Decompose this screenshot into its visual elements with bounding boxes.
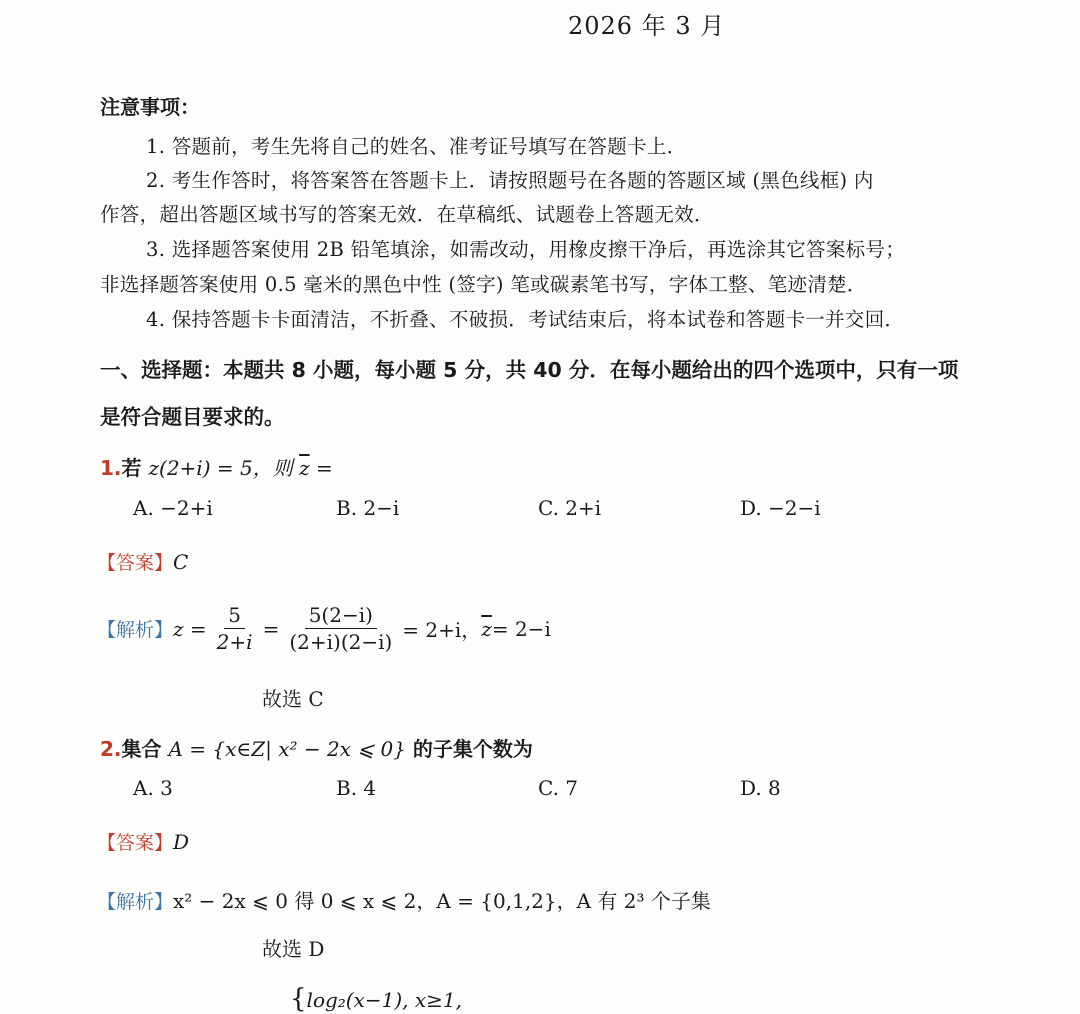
question-2-set: A = {x∈Z| x² − 2x ⩽ 0}: [168, 737, 406, 761]
q1-sol-end: = 2−i: [491, 616, 551, 641]
q2-answer-tag: 【答案】: [97, 832, 174, 854]
q1-frac2-num: 5(2−i): [305, 604, 377, 629]
notice-title: 注意事项：: [100, 95, 200, 119]
question-2-number: 2.: [100, 737, 122, 761]
q1-answer: [97, 548, 188, 575]
q2-analysis: [97, 885, 711, 914]
q3-partial-text: log₂(x−1), x≥1,: [306, 988, 463, 1012]
question-1-number: 1.: [100, 456, 122, 480]
q1-option-a: A. −2+i: [133, 496, 213, 520]
question-1-stem: [100, 452, 333, 481]
q3-partial-line: [290, 984, 462, 1014]
q2-analysis-tag: 【解析】: [97, 891, 174, 913]
question-2-text-c: 的子集个数为: [405, 737, 533, 761]
q1-sol-tail: = 2+i，: [402, 618, 482, 642]
question-1-text-b: z(2+i) = 5，则: [148, 456, 300, 480]
notice-item-4: 4. 保持答题卡卡面清洁，不折叠、不破损．考试结束后，将本试卷和答题卡一并交回．: [146, 308, 905, 331]
q1-frac2-den: (2+i)(2−i): [289, 630, 393, 654]
notice-item-3-line2: 非选择题答案使用 0.5 毫米的黑色中性 (签字) 笔或碳素笔书写，字体工整、笔迹清楚．: [100, 273, 867, 296]
question-2-text-a: 集合: [121, 737, 169, 761]
exam-date: 2026 年 3 月: [568, 12, 726, 40]
notice-item-2-line1: 2. 考生作答时，将答案答在答题卡上．请按照题号在各题的答题区域 (黑色线框) 内: [146, 169, 874, 192]
q1-equals: =: [262, 616, 280, 641]
q1-sol-z: z =: [173, 616, 207, 641]
q1-fraction-2: [285, 604, 396, 653]
q3-brace: {: [290, 984, 307, 1014]
question-1-text-d: =: [309, 456, 333, 480]
section-heading-line1: 一、选择题：本题共 8 小题，每小题 5 分，共 40 分．在每小题给出的四个选项中，只有一项: [100, 358, 959, 382]
q1-fraction-1: [213, 604, 257, 653]
q1-frac1-den: 2+i: [216, 630, 253, 654]
q2-solution: x² − 2x ⩽ 0 得 0 ⩽ x ⩽ 2，A = {0,1,2}，A 有 2³ 个子集: [173, 889, 711, 913]
q1-conclusion: 故选 C: [262, 687, 324, 711]
q2-conclusion: 故选 D: [262, 937, 325, 961]
q1-analysis-tag: 【解析】: [97, 619, 174, 641]
q1-answer-tag: 【答案】: [97, 552, 174, 574]
q2-option-c: C. 7: [538, 776, 579, 800]
q2-option-a: A. 3: [133, 776, 173, 800]
notice-item-1: 1. 答题前，考生先将自己的姓名、准考证号填写在答题卡上．: [146, 135, 687, 158]
question-1-conj: $\overline{z}$: [299, 456, 310, 480]
q1-frac1-num: 5: [224, 604, 245, 629]
notice-item-3-line1: 3. 选择题答案使用 2B 铅笔填涂，如需改动，用橡皮擦干净后，再选涂其它答案标号；: [146, 238, 906, 261]
question-2-stem: [100, 733, 533, 762]
q1-analysis: [97, 604, 551, 653]
q2-option-b: B. 4: [336, 776, 377, 800]
q1-answer-value: C: [173, 550, 189, 574]
q1-option-d: D. −2−i: [740, 496, 821, 520]
section-heading-line2: 是符合题目要求的。: [100, 405, 285, 429]
q2-answer: [97, 828, 189, 855]
question-1-text-a: 若: [121, 456, 149, 480]
q1-sol-bar: $\overline{z}$: [481, 616, 492, 641]
q1-option-c: C. 2+i: [538, 496, 602, 520]
q1-option-b: B. 2−i: [336, 496, 400, 520]
notice-item-2-line2: 作答，超出答题区域书写的答案无效．在草稿纸、试题卷上答题无效．: [100, 203, 714, 226]
q2-answer-value: D: [173, 830, 190, 854]
q2-option-d: D. 8: [740, 776, 781, 800]
